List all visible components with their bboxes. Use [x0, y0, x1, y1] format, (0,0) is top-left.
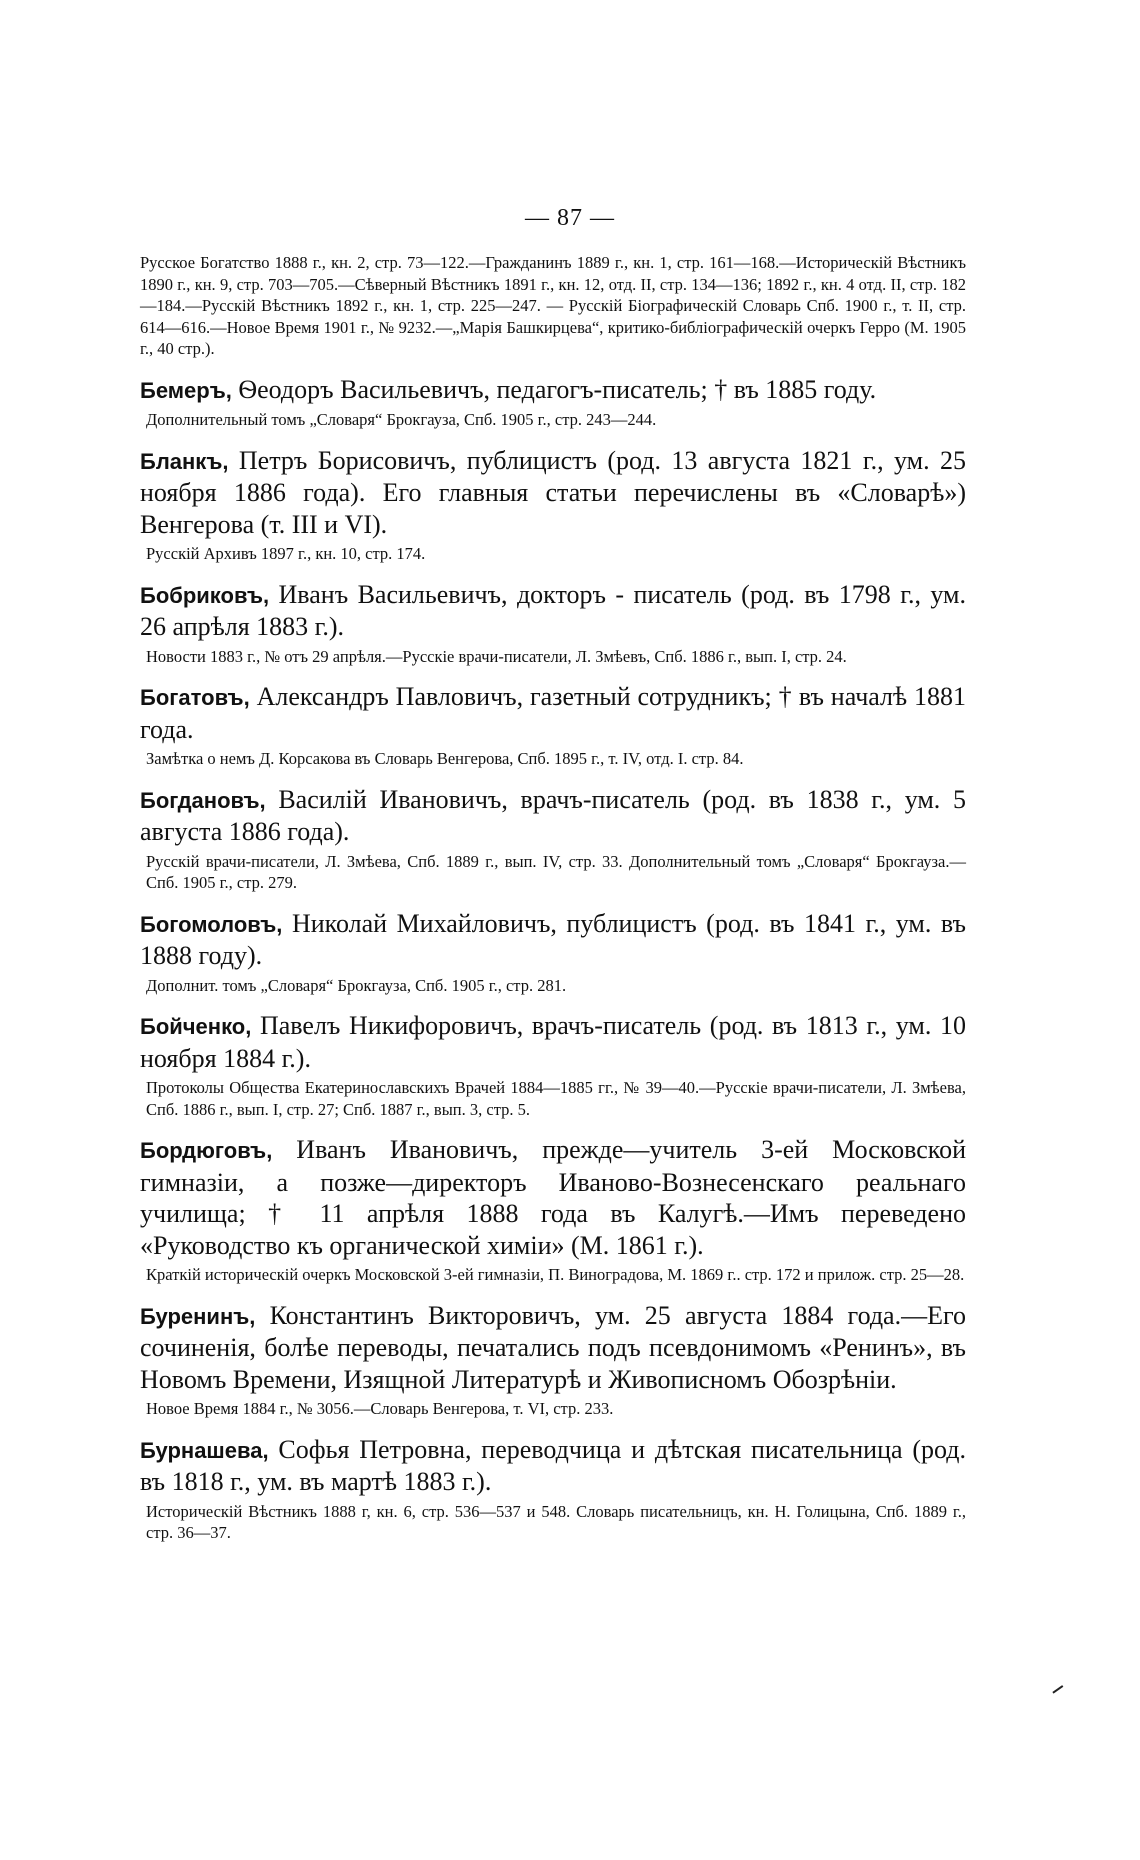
entry-surname: Бойченко,: [140, 1014, 252, 1039]
entry-text: Константинъ Викторовичъ, ум. 25 августа 1884 года.—Его сочиненія, болѣе переводы, печатались подъ псевдонимомъ «Ренинъ», въ Новомъ Времени, Изящной Литературѣ и Живописномъ Обозрѣніи.: [140, 1300, 966, 1394]
entry-surname: Бемеръ,: [140, 377, 232, 403]
entry-burenin: [140, 1300, 966, 1420]
entry-bogdanov: [140, 784, 966, 894]
entry-text: Александръ Павловичъ, газетный сотрудникъ; † въ началѣ 1881 года.: [140, 682, 966, 744]
entry-boichenko: [140, 1010, 966, 1120]
entry-bordyugov: [140, 1134, 966, 1286]
entry-references: Дополнит. томъ „Словаря“ Брокгауза, Спб. 1905 г., стр. 281.: [146, 975, 567, 995]
entry-references: Замѣтка о немъ Д. Корсакова въ Словарь Венгерова, Спб. 1895 г., т. IV, отд. I. стр. 84.: [146, 749, 744, 768]
entry-surname: Бобриковъ,: [140, 582, 270, 608]
entry-bogatov: [140, 681, 966, 770]
entry-bemer: [140, 374, 966, 431]
entry-text: Николай Михайловичъ, публицистъ (род. въ 1841 г., ум. въ 1888 году).: [140, 908, 966, 970]
entry-surname: Богатовъ,: [140, 685, 250, 710]
entry-references: Протоколы Общества Екатеринославскихъ Врачей 1884—1885 гг., № 39—40.—Русскіе врачи-писатели, Л. Змѣева, Спб. 1886 г., вып. I, стр. 27; Спб. 1887 г., вып. 3, стр. 5.: [146, 1078, 966, 1119]
entry-text: Василій Ивановичъ, врачъ-писатель (род. въ 1838 г., ум. 5 августа 1886 года).: [140, 784, 966, 846]
entry-surname: Бурнашева,: [140, 1437, 269, 1463]
entry-text: Иванъ Ивановичъ, прежде—учитель 3-ей Московской гимназіи, а позже—директоръ Иваново-Вознесенскаго реальнаго училища; † 11 апрѣля 1888 года въ Калугѣ.—Имъ переведено «Руководство къ органической химіи» (М. 1861 г.).: [140, 1135, 966, 1260]
entry-bobrikov: [140, 579, 966, 668]
page-content: [140, 252, 966, 1544]
entry-references: Русскій врачи-писатели, Л. Змѣева, Спб. 1889 г., вып. IV, стр. 33. Дополнительный томъ „Словаря“ Брокгауза.—Спб. 1905 г., стр. 279.: [146, 851, 966, 892]
entry-blank: [140, 445, 966, 565]
ink-mark: [1052, 1685, 1065, 1697]
entry-bogomolov: [140, 908, 966, 997]
entry-surname: Богдановъ,: [140, 787, 266, 813]
entry-surname: Бланкъ,: [140, 448, 229, 474]
entry-text: Иванъ Васильевичъ, докторъ - писатель (род. въ 1798 г., ум. 26 апрѣля 1883 г.).: [140, 579, 966, 641]
entry-references: Историческій Вѣстникъ 1888 г, кн. 6, стр. 536—537 и 548. Словарь писательницъ, кн. Н. Голицына, Спб. 1889 г., стр. 36—37.: [146, 1501, 966, 1542]
entry-surname: Буренинъ,: [140, 1303, 256, 1329]
entry-surname: Бордюговъ,: [140, 1138, 273, 1163]
entry-references: Русскій Архивъ 1897 г., кн. 10, стр. 174.: [146, 544, 426, 563]
entry-text: Петръ Борисовичъ, публицистъ (род. 13 августа 1821 г., ум. 25 ноября 1886 года). Его главныя статьи перечислены въ «Словарѣ») Венгерова (т. III и VI).: [140, 445, 966, 539]
entry-burnasheva: [140, 1434, 966, 1544]
entry-text: Софья Петровна, переводчица и дѣтская писательница (род. въ 1818 г., ум. въ мартѣ 1883 г.).: [140, 1434, 966, 1496]
page-number: — 87 —: [525, 205, 615, 231]
entry-references: Новое Время 1884 г., № 3056.—Словарь Венгерова, т. VI, стр. 233.: [146, 1399, 614, 1418]
entry-references: Краткій историческій очеркъ Московской 3-ей гимназіи, П. Виноградова, М. 1869 г.. стр. 172 и прилож. стр. 25—28.: [146, 1265, 965, 1284]
entry-text: Павелъ Никифоровичъ, врачъ-писатель (род. въ 1813 г., ум. 10 ноября 1884 г.).: [140, 1011, 966, 1073]
entry-surname: Богомоловъ,: [140, 911, 283, 937]
entry-references: Дополнительный томъ „Словаря“ Брокгауза, Спб. 1905 г., стр. 243—244.: [146, 410, 657, 429]
top-references: Русское Богатство 1888 г., кн. 2, стр. 73—122.—Гражданинъ 1889 г., кн. 1, стр. 161—168.—Историческій Вѣстникъ 1890 г., кн. 9, стр. 703—705.—Сѣверный Вѣстникъ 1891 г., кн. 12, отд. II, стр. 134—136; 1892 г., кн. 4 отд. II, стр. 182—184.—Русскій Вѣстникъ 1892 г., кн. 1, стр. 225—247. — Русскій Біографическій Словарь Спб. 1900 г., т. II, стр. 614—616.—Новое Время 1901 г., № 9232.—„Марія Башкирцева“, критико-библіографическій очеркъ Герро (М. 1905 г., 40 стр.).: [140, 253, 966, 358]
entry-text: Ѳеодоръ Васильевичъ, педагогъ-писатель; † въ 1885 году.: [231, 374, 877, 404]
entry-references: Новости 1883 г., № отъ 29 апрѣля.—Русскіе врачи-писатели, Л. Змѣевъ, Спб. 1886 г., вып. I, стр. 24.: [146, 646, 847, 666]
